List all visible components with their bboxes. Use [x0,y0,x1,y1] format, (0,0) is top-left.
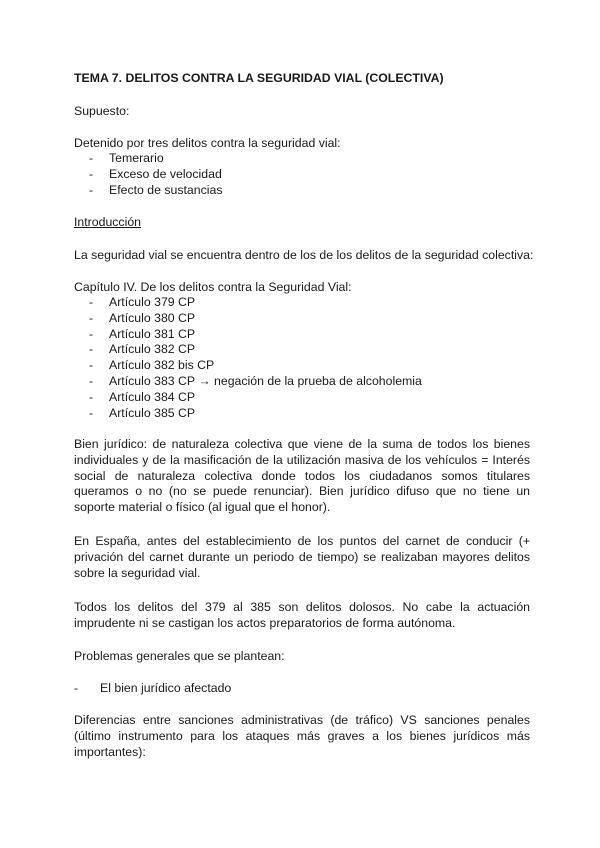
list-dash: - [89,295,94,309]
list-dash: - [89,310,94,325]
list-dash: - [89,166,94,181]
list-item-text: Temerario [109,151,164,165]
diferencias-paragraph: Diferencias entre sanciones administrativas (de tráfico) VS sanciones penales (último instrumento para los ataques más graves a los bienes jurídicos más importantes): [74,713,530,759]
list-item-text: Artículo 379 CP [109,295,196,309]
list-dash: - [89,326,94,341]
list-item-text: Efecto de sustancias [109,182,223,197]
list-dash: - [74,681,79,695]
espana-paragraph: En España, antes del establecimiento de los puntos del carnet de conducir (+ privación del carnet durante un periodo de tiempo) se realizaban mayores delitos sobre la seguridad vial. [74,534,530,580]
list-dash: - [89,358,94,373]
list-dash: - [89,373,94,388]
list-item-text: Artículo 380 CP [109,310,196,325]
list-item-text: Artículo 382 CP [109,342,196,357]
problemas-text: Problemas generales que se plantean: [74,649,285,663]
list-dash: - [89,342,94,357]
list-item-text: Artículo 385 CP [109,405,196,420]
supuesto-label: Supuesto: [74,104,130,118]
dolosos-paragraph: Todos los delitos del 379 al 385 son delitos dolosos. No cabe la actuación imprudente ni se castigan los actos preparatorios de forma autónoma. [74,600,530,630]
bien-juridico-paragraph: Bien jurídico: de naturaleza colectiva que viene de la suma de todos los bienes individuales y de la masificación de la utilización masiva de los vehículos = Interés social de naturaleza colectiva donde todos los ciudadanos somos titulares queramos o no (no se puede renunciar). Bien jurídico difuso que no tiene un soporte material o físico (al igual que el honor). [74,437,530,515]
list-item-text: Artículo 382 bis CP [109,358,215,373]
list-dash: - [89,405,94,420]
list-dash: - [89,182,94,197]
list-item-text: Exceso de velocidad [109,166,222,181]
bien-afectado-text: El bien jurídico afectado [100,681,232,695]
intro-text: La seguridad vial se encuentra dentro de los de los delitos de la seguridad colectiva: [74,248,534,262]
detenido-text: Detenido por tres delitos contra la seguridad vial: [74,136,341,150]
list-item-text: Artículo 381 CP [109,326,196,341]
introduccion-heading: Introducción [74,215,141,229]
list-dash: - [89,151,94,165]
list-dash: - [89,389,94,404]
capitulo-text: Capítulo IV. De los delitos contra la Seguridad Vial: [74,280,352,294]
list-item-text: Artículo 384 CP [109,389,196,404]
document-title: TEMA 7. DELITOS CONTRA LA SEGURIDAD VIAL (COLECTIVA) [74,71,444,85]
list-item-text: Artículo 383 CP → negación de la prueba de alcoholemia [109,373,422,388]
